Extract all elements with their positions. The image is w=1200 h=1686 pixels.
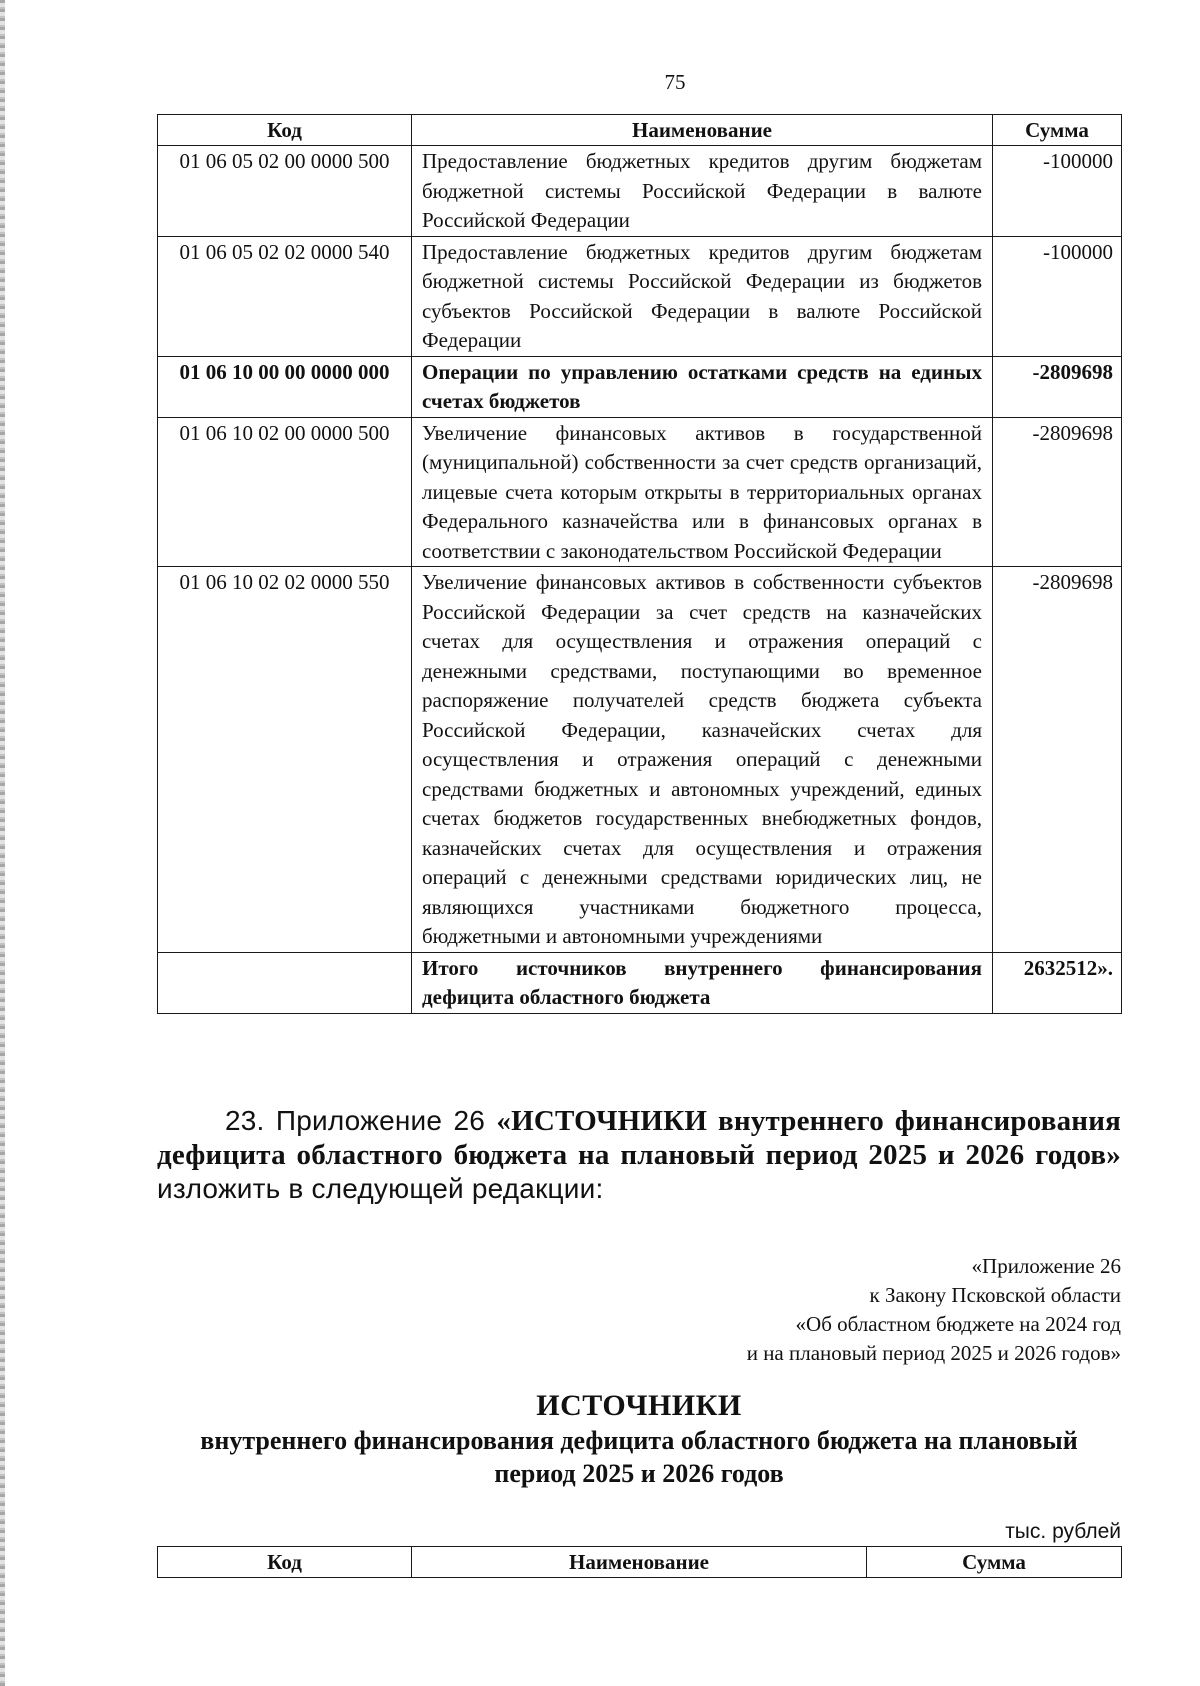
appendix-header <box>747 1252 1121 1368</box>
paragraph-tail: изложить в следующей редакции: <box>157 1173 604 1204</box>
paragraph-bold-title: «ИСТОЧНИКИ внутреннего финансирования дефицита областного бюджета на плановый период 2025 и 2026 годов» <box>157 1105 1121 1171</box>
table-row-group-heading <box>158 356 1122 417</box>
table-row <box>158 236 1122 356</box>
sources-table-continued <box>157 114 1122 1014</box>
scan-edge <box>0 0 5 1686</box>
document-title: ИСТОЧНИКИ <box>536 1389 742 1422</box>
appendix-line-1: «Приложение 26 <box>971 1254 1121 1278</box>
document-subtitle: внутреннего финансирования дефицита областного бюджета на плановый период 2025 и 2026 годов <box>200 1426 1078 1488</box>
header-name: Наименование <box>412 1547 867 1578</box>
row-sum: -100000 <box>993 146 1122 237</box>
total-sum: 2632512». <box>993 952 1122 1013</box>
total-name: Итого источников внутреннего финансирования дефицита областного бюджета <box>412 952 993 1013</box>
table-total-row <box>158 952 1122 1013</box>
row-sum: -100000 <box>993 236 1122 356</box>
table-row <box>158 567 1122 953</box>
row-name: Увеличение финансовых активов в государственной (муниципальной) собственности за счет средств организаций, лицевые счета которым открыты в территориальных органах Федерального казначейства или в финансовых органах в соответствии с законодательством Российской Федерации <box>412 417 993 567</box>
table-header-row <box>158 115 1122 146</box>
row-name: Предоставление бюджетных кредитов другим бюджетам бюджетной системы Российской Федерации из бюджетов субъектов Российской Федерации в валюте Российской Федерации <box>412 236 993 356</box>
row-name: Увеличение финансовых активов в собственности субъектов Российской Федерации за счет средств на казначейских счетах для осуществления и отражения операций с денежными средствами, поступающими во временное распоряжение получателей средств бюджета субъекта Российской Федерации, казначейских счетах для осуществления и отражения операций с денежными средствами бюджетных и автономных учреждений, единых счетах бюджетов государственных внебюджетных фондов, казначейских счетах для осуществления и отражения операций с денежными средствами юридических лиц, не являющихся участниками бюджетного процесса, бюджетными и автономными учреждениями <box>412 567 993 953</box>
unit-label: тыс. рублей <box>1005 1520 1121 1543</box>
header-sum: Сумма <box>867 1547 1122 1578</box>
header-sum: Сумма <box>993 115 1122 146</box>
header-code: Код <box>158 115 412 146</box>
row-name: Операции по управлению остатками средств на единых счетах бюджетов <box>412 356 993 417</box>
table-row <box>158 146 1122 237</box>
paragraph-lead: 23. Приложение 26 <box>225 1105 497 1136</box>
row-code: 01 06 05 02 00 0000 500 <box>158 146 412 237</box>
row-code: 01 06 10 00 00 0000 000 <box>158 356 412 417</box>
header-code: Код <box>158 1547 412 1578</box>
page-number: 75 <box>664 70 686 94</box>
table-row <box>158 417 1122 567</box>
appendix-line-2: к Закону Псковской области <box>869 1283 1121 1307</box>
row-code: 01 06 10 02 00 0000 500 <box>158 417 412 567</box>
row-sum: -2809698 <box>993 417 1122 567</box>
row-code: 01 06 05 02 02 0000 540 <box>158 236 412 356</box>
row-code: 01 06 10 02 02 0000 550 <box>158 567 412 953</box>
table-header-row <box>158 1547 1122 1578</box>
row-sum: -2809698 <box>993 567 1122 953</box>
amendment-paragraph <box>157 1104 1121 1206</box>
row-name: Предоставление бюджетных кредитов другим бюджетам бюджетной системы Российской Федерации в валюте Российской Федерации <box>412 146 993 237</box>
appendix-line-4: и на плановый период 2025 и 2026 годов» <box>746 1341 1121 1365</box>
total-code <box>158 952 412 1013</box>
sources-table-new <box>157 1546 1122 1578</box>
row-sum: -2809698 <box>993 356 1122 417</box>
header-name: Наименование <box>412 115 993 146</box>
appendix-line-3: «Об областном бюджете на 2024 год <box>795 1312 1121 1336</box>
